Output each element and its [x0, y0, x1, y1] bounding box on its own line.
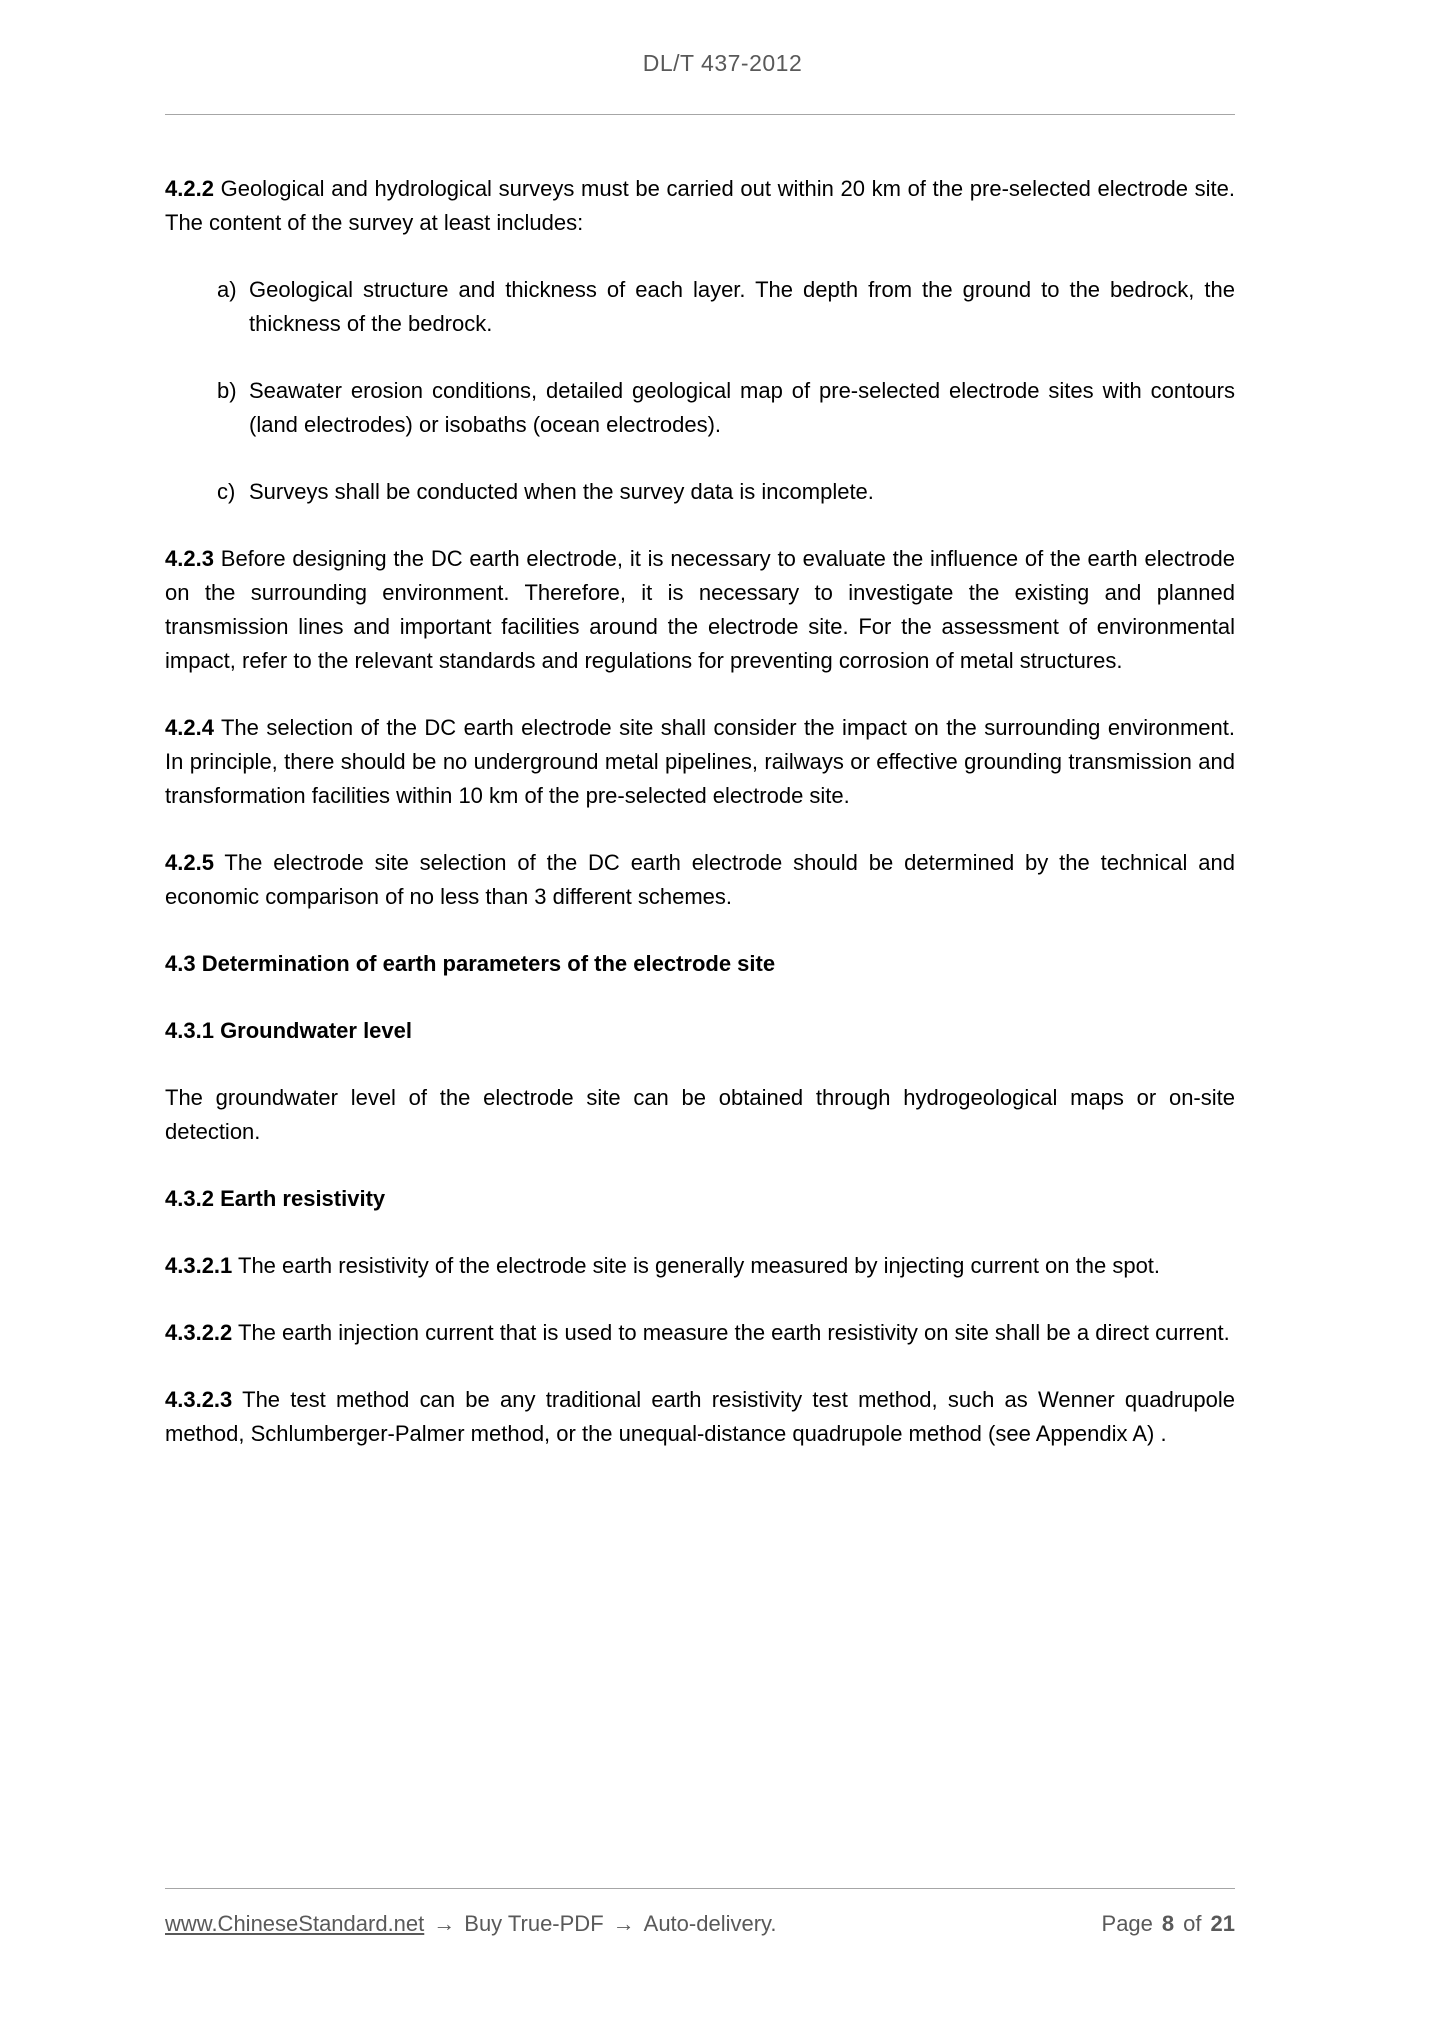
paragraph-text: The electrode site selection of the DC earth electrode should be determined by the technical and economic comparison of no less than 3 different schemes. [165, 850, 1236, 909]
clause-number: 4.2.2 [165, 176, 214, 201]
page-header [0, 0, 1445, 115]
clause-paragraph [165, 846, 1235, 914]
paragraph-text: The test method can be any traditional earth resistivity test method, such as Wenner quadrupole method, Schlumberger-Palmer method, or the unequal-distance quadrupole method (see Appendix A) . [165, 1387, 1235, 1446]
paragraph-text: The earth injection current that is used to measure the earth resistivity on site shall be a direct current. [238, 1320, 1230, 1345]
clause-number: 4.3 [165, 951, 196, 976]
section-heading [165, 1014, 1235, 1048]
paragraph-text: The earth resistivity of the electrode site is generally measured by injecting current on the spot. [238, 1253, 1161, 1278]
clause-number: 4.3.2.1 [165, 1253, 233, 1278]
list-item [217, 273, 1235, 341]
page-current: 8 [1161, 1911, 1175, 1936]
clause-number: 4.2.4 [165, 715, 214, 740]
paragraph-text: The groundwater level of the electrode site can be obtained through hydrogeological maps or on-site detection. [165, 1085, 1235, 1144]
footer-source-line [165, 1911, 777, 1937]
paragraph-text: Before designing the DC earth electrode, it is necessary to evaluate the influence of the earth electrode on the surrounding environment. Therefore, it is necessary to investigate the existing and planned transmission lines and important facilities around the electrode site. For the assessment of environmental impact, refer to the relevant standards and regulations for preventing corrosion of metal structures. [165, 546, 1235, 673]
paragraph-text: Geological structure and thickness of each layer. The depth from the ground to the bedrock, the thickness of the bedrock. [249, 277, 1235, 336]
document-body [0, 115, 1445, 1451]
list-item [217, 374, 1235, 442]
clause-number: 4.3.1 [165, 1018, 214, 1043]
clause-number: 4.3.2.2 [165, 1320, 233, 1345]
footer-site-link[interactable]: www.ChineseStandard.net [165, 1911, 425, 1936]
list-marker: a) [217, 277, 237, 302]
body-paragraph [165, 1081, 1235, 1149]
clause-number: 4.2.5 [165, 850, 214, 875]
footer-divider [165, 1888, 1235, 1889]
page-number [1102, 1911, 1235, 1937]
clause-number: 4.3.2 [165, 1186, 214, 1211]
footer-delivery-text: Auto-delivery. [643, 1911, 777, 1936]
page-total: 21 [1210, 1911, 1235, 1936]
page-footer [165, 1888, 1235, 1937]
clause-paragraph [165, 1383, 1235, 1451]
clause-paragraph [165, 711, 1235, 813]
paragraph-text: Geological and hydrological surveys must be carried out within 20 km of the pre-selected electrode site. The content of the survey at least includes: [165, 176, 1235, 235]
paragraph-text: Surveys shall be conducted when the survey data is incomplete. [249, 479, 874, 504]
arrow-right-icon: → [433, 1911, 456, 1936]
footer-buy-text: Buy True-PDF [464, 1911, 604, 1936]
heading-text: Groundwater level [220, 1018, 413, 1043]
footer-row [165, 1911, 1235, 1937]
clause-paragraph [165, 172, 1235, 240]
list-marker: c) [217, 479, 236, 504]
clause-paragraph [165, 1316, 1235, 1350]
paragraph-text: The selection of the DC earth electrode site shall consider the impact on the surrounding environment. In principle, there should be no underground metal pipelines, railways or effective grounding transmission and transformation facilities within 10 km of the pre-selected electrode site. [165, 715, 1235, 808]
section-heading [165, 947, 1235, 981]
heading-text: Determination of earth parameters of the electrode site [201, 951, 776, 976]
page-label: Page [1101, 1911, 1153, 1936]
clause-paragraph [165, 1249, 1235, 1283]
clause-number: 4.3.2.3 [165, 1387, 233, 1412]
list-marker: b) [217, 378, 237, 403]
clause-paragraph [165, 542, 1235, 678]
heading-text: Earth resistivity [220, 1186, 386, 1211]
of-label: of [1183, 1911, 1202, 1936]
paragraph-text: Seawater erosion conditions, detailed geological map of pre-selected electrode sites with contours (land electrodes) or isobaths (ocean electrodes). [249, 378, 1235, 437]
standard-number: DL/T 437-2012 [642, 50, 803, 76]
list-item [217, 475, 1235, 509]
section-heading [165, 1182, 1235, 1216]
arrow-right-icon: → [612, 1911, 635, 1936]
clause-number: 4.2.3 [165, 546, 214, 571]
